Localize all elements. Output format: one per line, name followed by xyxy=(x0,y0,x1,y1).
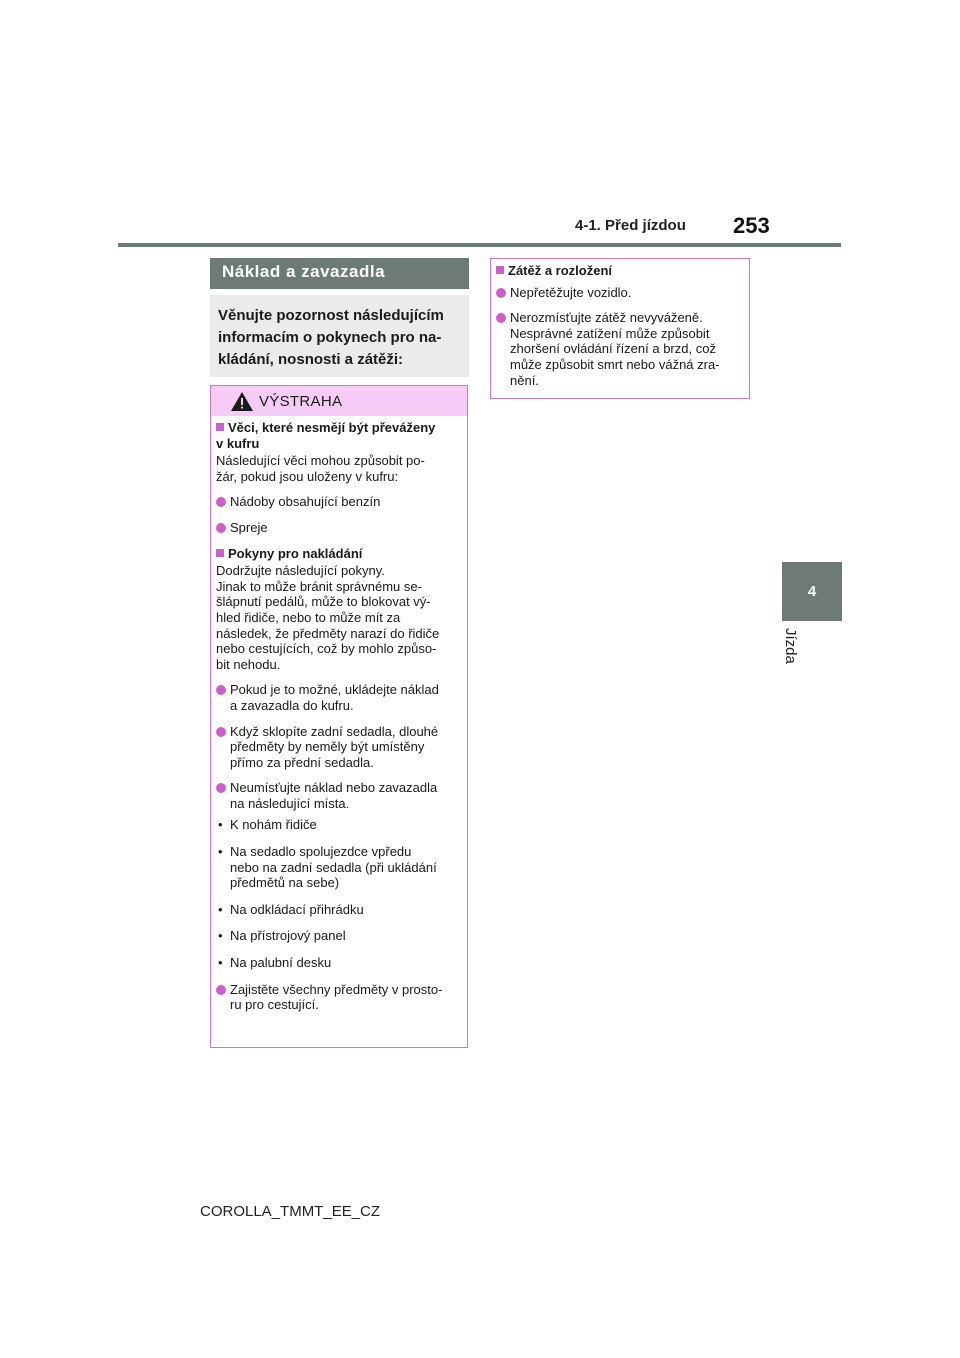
bullet-dot-icon xyxy=(216,783,226,793)
warning-section-text: Dodržujte následující pokyny. Jinak to může bránit správnému se- šlápnutí pedálů, může to blokovat vý- hled řidiče, nebo to může mít za následek, že předměty narazí do řidiče nebo cestujících, což by mohlo způso- bit nehodu. xyxy=(216,563,440,672)
warning-section-heading: Pokyny pro nakládání xyxy=(216,546,462,562)
intro-text: Věnujte pozornost následujícím informacím o pokynech pro na- kládání, nosnosti a zátěži: xyxy=(210,295,469,377)
document-footer: COROLLA_TMMT_EE_CZ xyxy=(200,1203,381,1220)
list-item: Nerozmísťujte zátěž nevyváženě. Nesprávné zatížení může způsobit zhoršení ovládání řízení a brzd, což může způsobit smrt nebo vážná zra- nění. xyxy=(496,310,744,388)
list-item: Spreje xyxy=(216,520,462,536)
section-title: 4-1. Před jízdou xyxy=(575,217,686,234)
bullet-dot-icon xyxy=(216,497,226,507)
page-number: 253 xyxy=(733,213,770,238)
warning-section-heading: Věci, které nesmějí být převáženy v kufru xyxy=(216,420,436,451)
list-item: Nádoby obsahující benzín xyxy=(216,494,462,510)
sub-list-item: • K nohám řidiče xyxy=(218,817,317,833)
bullet-dot-icon xyxy=(216,727,226,737)
warning-box xyxy=(210,385,468,1048)
warning-section-text: Následující věci mohou způsobit po- žár, pokud jsou uloženy v kufru: xyxy=(216,453,425,484)
warning-header xyxy=(211,386,467,416)
sub-list-item: • Na sedadlo spolujezdce vpředu nebo na zadní sedadla (při ukládání předmětů na sebe) xyxy=(218,844,437,891)
warning-title: VÝSTRAHA xyxy=(259,393,343,410)
list-item: Nepřetěžujte vozidlo. xyxy=(496,285,744,301)
square-bullet-icon xyxy=(496,266,504,274)
sub-list-item: • Na přístrojový panel xyxy=(218,928,346,944)
list-item: Neumísťujte náklad nebo zavazadla na následující místa. xyxy=(216,780,462,811)
bullet-dot-icon xyxy=(216,685,226,695)
page-heading: Náklad a zavazadla xyxy=(210,258,469,289)
warning-triangle-icon xyxy=(230,391,254,412)
bullet-dot-icon xyxy=(496,313,506,323)
list-item: Když sklopíte zadní sedadla, dlouhé předměty by neměly být umístěny přímo za přední sedadla. xyxy=(216,724,462,771)
chapter-label: Jízda xyxy=(782,628,799,664)
square-bullet-icon xyxy=(216,549,224,557)
load-distribution-box xyxy=(490,258,750,399)
bullet-dot-icon xyxy=(216,523,226,533)
header-divider xyxy=(118,243,841,247)
square-bullet-icon xyxy=(216,423,224,431)
list-item: Zajistěte všechny předměty v prosto- ru pro cestující. xyxy=(216,982,462,1013)
sub-list-item: • Na palubní desku xyxy=(218,955,332,971)
warning-body xyxy=(211,416,467,1013)
bullet-dot-icon xyxy=(216,985,226,995)
list-item: Pokud je to možné, ukládejte náklad a zavazadla do kufru. xyxy=(216,682,462,713)
bullet-dot-icon xyxy=(496,288,506,298)
chapter-number: 4 xyxy=(807,583,817,600)
chapter-tab[interactable] xyxy=(782,562,842,621)
load-section-heading: Zátěž a rozložení xyxy=(496,263,744,279)
sub-list-item: • Na odkládací přihrádku xyxy=(218,901,364,917)
